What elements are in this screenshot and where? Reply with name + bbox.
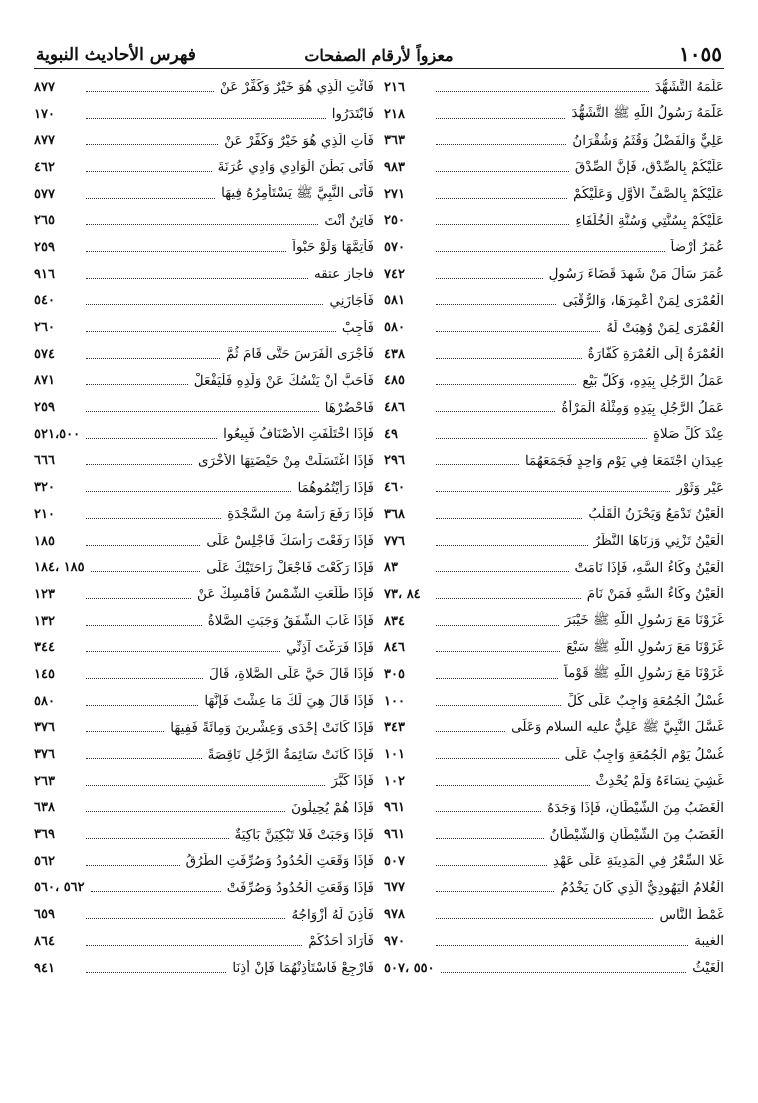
dot-leader bbox=[86, 464, 192, 465]
page-reference: ٦٦٦ bbox=[34, 453, 55, 469]
page-reference: ٣٦٩ bbox=[34, 827, 55, 843]
index-entry bbox=[34, 101, 374, 128]
dot-leader bbox=[86, 625, 202, 626]
page-reference: ٦٧٧ bbox=[384, 880, 405, 896]
index-entry bbox=[34, 901, 374, 928]
page-number: ١٠٥٥ bbox=[679, 42, 722, 66]
dot-leader bbox=[86, 518, 221, 519]
dot-leader bbox=[436, 171, 569, 172]
page-reference: ١٣٢ bbox=[34, 613, 55, 629]
page-reference: ٤٩ bbox=[384, 426, 398, 442]
index-entry bbox=[34, 341, 374, 368]
left-column bbox=[34, 74, 374, 981]
hadith-text: فَإِذَا رَكَعْتَ فَاجْعَلْ رَاحَتَيْكَ عَلَى bbox=[206, 559, 374, 576]
index-entry bbox=[34, 795, 374, 822]
dot-leader bbox=[436, 411, 555, 412]
index-entry bbox=[384, 181, 724, 208]
index-entry bbox=[384, 741, 724, 768]
hadith-text: غُسْلُ يَوْمِ الْجُمُعَةِ وَاجِبٌ عَلَى bbox=[564, 746, 724, 763]
hadith-text: عَيْرٍ وَثَوْرٍ bbox=[676, 479, 724, 496]
dot-leader bbox=[86, 731, 164, 732]
page-reference: ٢٥٩ bbox=[34, 400, 55, 416]
dot-leader bbox=[436, 144, 566, 145]
page-reference: ٢٧١ bbox=[384, 186, 405, 202]
dot-leader bbox=[86, 678, 203, 679]
dot-leader bbox=[436, 865, 547, 866]
index-entry bbox=[384, 608, 724, 635]
index-entry bbox=[34, 154, 374, 181]
hadith-text: الْعَيْنُ وِكَاءُ السَّهِ، فَإِذَا نَامَتْ bbox=[574, 559, 724, 576]
dot-leader bbox=[86, 811, 285, 812]
dot-leader bbox=[436, 491, 670, 492]
dot-leader bbox=[436, 518, 582, 519]
dot-leader bbox=[86, 705, 198, 706]
index-entry bbox=[384, 207, 724, 234]
dot-leader bbox=[86, 785, 325, 786]
hadith-text: عِيدَانِ اجْتَمَعَا فِي يَوْمٍ وَاحِدٍ فَجَمَعَهُمَا bbox=[524, 452, 724, 469]
index-entry bbox=[384, 368, 724, 395]
page-reference: ٦٥٩ bbox=[34, 907, 55, 923]
page-reference: ٥٤٠ bbox=[34, 293, 55, 309]
hadith-text: غَمْطُ النَّاسِ bbox=[659, 906, 724, 923]
page-reference: ٨٤٦ bbox=[384, 640, 405, 656]
hadith-text: غَزَوْنَا مَعَ رَسُولِ اللَّهِ ﷺ قَوْماً bbox=[563, 665, 724, 682]
page-reference: ١٠٠ bbox=[384, 693, 405, 709]
page-reference: ٥٠٧ bbox=[384, 853, 405, 869]
hadith-text: فَاحْضُرْهَا bbox=[324, 399, 374, 416]
index-entry bbox=[384, 448, 724, 475]
dot-leader bbox=[436, 91, 649, 92]
dot-leader bbox=[436, 358, 582, 359]
index-entry bbox=[384, 634, 724, 661]
dot-leader bbox=[436, 384, 576, 385]
page-reference: ٥٦٢ bbox=[34, 853, 55, 869]
index-entry bbox=[384, 848, 724, 875]
page-reference: ٨٤ ،٧٣ bbox=[384, 586, 421, 602]
dot-leader bbox=[86, 91, 214, 92]
index-entry bbox=[34, 955, 374, 982]
index-entry bbox=[34, 421, 374, 448]
index-entry bbox=[384, 768, 724, 795]
dot-leader bbox=[86, 598, 191, 599]
hadith-text: الْغَيْثُ bbox=[692, 960, 724, 977]
hadith-text: فَإِذَا كَانَتْ إِحْدَى وَعِشْرِينَ وَمِائَةً فَفِيهَا bbox=[170, 719, 374, 736]
index-entry bbox=[34, 554, 374, 581]
page-reference: ١٠٢ bbox=[384, 773, 405, 789]
dot-leader bbox=[86, 278, 308, 279]
dot-leader bbox=[436, 838, 544, 839]
index-entry bbox=[34, 928, 374, 955]
dot-leader bbox=[86, 304, 323, 305]
page-reference: ١٢٣ bbox=[34, 586, 55, 602]
hadith-text: فَابْتَدَرُوا bbox=[331, 106, 374, 123]
page-reference: ٤٦٠ bbox=[384, 480, 405, 496]
dot-leader bbox=[86, 651, 280, 652]
index-entry bbox=[34, 741, 374, 768]
index-entry bbox=[384, 554, 724, 581]
index-entry bbox=[384, 154, 724, 181]
hadith-text: الْعَيْنُ تَزْنِي وَزِنَاهَا النَّظَرُ bbox=[593, 533, 724, 550]
dot-leader bbox=[436, 758, 559, 759]
index-entry bbox=[384, 234, 724, 261]
dot-leader bbox=[86, 945, 302, 946]
index-entry bbox=[34, 634, 374, 661]
index-entry bbox=[384, 288, 724, 315]
index-entry bbox=[384, 581, 724, 608]
hadith-text: فَأَتِمَّهَا وَلَوْ حَبْواً bbox=[292, 239, 374, 256]
page-reference: ٣٠٥ bbox=[384, 666, 405, 682]
dot-leader bbox=[436, 918, 653, 919]
hadith-text: عَلَّمَهُ رَسُولُ اللَّهِ ﷺ التَّشَهُّدَ bbox=[571, 105, 724, 122]
dot-leader bbox=[436, 945, 688, 946]
dot-leader bbox=[86, 838, 229, 839]
book-title: فهرس الأحاديث النبوية bbox=[36, 45, 196, 65]
dot-leader bbox=[86, 251, 286, 252]
page-reference: ١٨٥ bbox=[34, 533, 55, 549]
page-reference: ١٠١ bbox=[384, 747, 405, 763]
hadith-text: فَأَجِبْ bbox=[341, 319, 374, 336]
hadith-text: الْغُلامُ الْيَهُودِيُّ الَّذِي كَانَ يَخْدُمُ bbox=[560, 879, 724, 896]
dot-leader bbox=[436, 331, 600, 332]
index-entry bbox=[34, 314, 374, 341]
page-reference: ٣٧٦ bbox=[34, 747, 55, 763]
hadith-text: فَإِذَا قَالَ هِيَ لَكَ مَا عِشْتَ فَإِنَّهَا bbox=[204, 693, 374, 710]
dot-leader bbox=[86, 865, 180, 866]
dot-leader bbox=[91, 571, 201, 572]
index-entry bbox=[34, 688, 374, 715]
index-entry bbox=[34, 234, 374, 261]
index-entry bbox=[34, 261, 374, 288]
hadith-text: عَلَّمَهُ التَّشَهُّدَ bbox=[654, 79, 724, 96]
hadith-text: فَإِذَا رَفَعَ رَأْسَهُ مِنَ السَّجْدَةِ bbox=[227, 506, 374, 523]
hadith-text: فَأَذِنَ لَهُ أَزْوَاجُهُ bbox=[291, 906, 374, 923]
index-entry bbox=[34, 528, 374, 555]
index-entry bbox=[384, 501, 724, 528]
index-entry bbox=[384, 421, 724, 448]
dot-leader bbox=[436, 811, 541, 812]
index-entry bbox=[34, 608, 374, 635]
hadith-text: الْعَيْنُ وِكَاءُ السَّهِ فَمَنْ نَامَ bbox=[586, 586, 724, 603]
hadith-text: غَزَوْنَا مَعَ رَسُولِ اللَّهِ ﷺ سَبْعَ bbox=[566, 638, 724, 655]
dot-leader bbox=[436, 304, 556, 305]
dot-leader bbox=[441, 972, 687, 973]
index-entry bbox=[34, 501, 374, 528]
page-reference: ٨٧٧ bbox=[34, 133, 55, 149]
dot-leader bbox=[86, 171, 212, 172]
page-header bbox=[34, 40, 724, 69]
hadith-text: فَأَتَى النَّبِيَّ ﷺ يَسْتَأْمِرُهُ فِيهَا bbox=[221, 185, 374, 202]
index-entry bbox=[34, 127, 374, 154]
dot-leader bbox=[436, 731, 505, 732]
index-entry bbox=[34, 875, 374, 902]
page-reference: ٢٦٥ bbox=[34, 213, 55, 229]
dot-leader bbox=[86, 358, 220, 359]
hadith-text: فَإِذَا رَأَيْتُمُوهُمَا bbox=[297, 479, 374, 496]
index-entry bbox=[34, 288, 374, 315]
hadith-text: فَإِذَا رَفَعْتَ رَأْسَكَ فَاجْلِسْ عَلَى bbox=[206, 533, 374, 550]
index-entry bbox=[384, 101, 724, 128]
dot-leader bbox=[86, 224, 318, 225]
hadith-text: غَسَّلَ النَّبِيَّ ﷺ عَلِيٌّ عليه السلام وَعَلَى bbox=[511, 718, 724, 735]
index-entry bbox=[384, 314, 724, 341]
page-reference: ٥٥٠ ،٥٠٧ bbox=[384, 960, 435, 976]
dot-leader bbox=[436, 705, 561, 706]
hadith-text: فَأَجَازَنِي bbox=[329, 292, 374, 309]
dot-leader bbox=[436, 224, 569, 225]
index-entry bbox=[384, 821, 724, 848]
dot-leader bbox=[86, 331, 336, 332]
hadith-text: فَائْتِ الَّذِي هُوَ خَيْرٌ وَكَفِّرْ عَنْ bbox=[219, 79, 374, 96]
index-entry bbox=[34, 474, 374, 501]
page-reference: ٩٧٨ bbox=[384, 907, 405, 923]
index-entry bbox=[384, 528, 724, 555]
page-reference: ٧٧٦ bbox=[384, 533, 405, 549]
page-reference: ٩٦١ bbox=[384, 827, 405, 843]
index-entry bbox=[34, 848, 374, 875]
dot-leader bbox=[436, 891, 554, 892]
hadith-text: فَأَحَبَّ أَنْ يَنْسُكَ عَنْ وَلَدِهِ فَلْيَفْعَلْ bbox=[193, 372, 374, 389]
hadith-text: الْعُمْرَى لِمَنْ أُعْمِرَهَا، وَالرُّقْبَى bbox=[562, 292, 724, 309]
dot-leader bbox=[436, 251, 665, 252]
dot-leader bbox=[436, 571, 569, 572]
hadith-text: فَإِذَا وَقَعَتِ الْحُدُودُ وَصُرِّفَتْ bbox=[226, 879, 374, 896]
index-entry bbox=[384, 901, 724, 928]
hadith-text: عَمَلُ الرَّجُلِ بِيَدِهِ، وَكُلُّ بَيْعٍ bbox=[582, 372, 724, 389]
index-entry bbox=[384, 661, 724, 688]
hadith-text: فَإِذَا وَقَعَتِ الْحُدُودُ وَصُرِّفَتِ الطُّرُقُ bbox=[185, 853, 374, 870]
index-entry bbox=[34, 768, 374, 795]
page-reference: ٢٥٩ bbox=[34, 239, 55, 255]
dot-leader bbox=[86, 918, 285, 919]
page-reference: ٨٦٤ bbox=[34, 933, 55, 949]
index-entry bbox=[34, 821, 374, 848]
index-entry bbox=[34, 661, 374, 688]
index-entry bbox=[34, 394, 374, 421]
hadith-text: عُمَرُ أَرْضاً bbox=[670, 239, 724, 256]
hadith-text: غَشِيَ نِسَاءَهُ وَلَمْ يُحْدِثْ bbox=[595, 773, 724, 790]
page-reference: ٩١٦ bbox=[34, 266, 55, 282]
dot-leader bbox=[86, 972, 226, 973]
dot-leader bbox=[436, 545, 588, 546]
right-column bbox=[384, 74, 724, 981]
hadith-text: فَإِذَا هُمْ يُحِيلُونَ bbox=[291, 799, 374, 816]
dot-leader bbox=[86, 198, 215, 199]
page-reference: ٤٣٨ bbox=[384, 346, 405, 362]
dot-leader bbox=[436, 198, 567, 199]
hadith-text: عَلَيْكُمْ بِسُنَّتِي وَسُنَّةِ الْخُلَفَاءِ bbox=[575, 212, 724, 229]
index-entry bbox=[34, 207, 374, 234]
hadith-text: فَإِذَا غَابَ الشَّفَقُ وَجَبَتِ الصَّلاةُ bbox=[207, 613, 374, 630]
index-entry bbox=[384, 875, 724, 902]
page-reference: ٧٤٢ bbox=[384, 266, 405, 282]
index-entry bbox=[384, 955, 724, 982]
hadith-text: عِنْدَ كُلِّ صَلاةٍ bbox=[652, 426, 724, 443]
hadith-text: فَإِذَا اخْتَلَفَتِ الأَصْنَافُ فَبِيعُوا bbox=[223, 426, 374, 443]
page-reference: ٦٣٨ bbox=[34, 800, 55, 816]
index-entry bbox=[34, 715, 374, 742]
index-entry bbox=[384, 715, 724, 742]
index-entry bbox=[384, 928, 724, 955]
page-reference: ٣٤٤ bbox=[34, 640, 55, 656]
section-title: معزواً لأرقام الصفحات bbox=[304, 46, 454, 65]
index-entry bbox=[384, 341, 724, 368]
hadith-text: غَلا السِّعْرُ فِي الْمَدِينَةِ عَلَى عَهْدِ bbox=[552, 853, 724, 870]
dot-leader bbox=[436, 651, 560, 652]
index-entry bbox=[384, 688, 724, 715]
index-entry bbox=[34, 368, 374, 395]
index-entry bbox=[384, 74, 724, 101]
index-entry bbox=[384, 127, 724, 154]
dot-leader bbox=[436, 678, 558, 679]
page-reference: ٢٥٠ bbox=[384, 213, 405, 229]
page-reference: ١٨٥ ،١٨٤ bbox=[34, 560, 85, 576]
dot-leader bbox=[86, 491, 291, 492]
page-reference: ٣٤٣ bbox=[384, 720, 405, 736]
page-reference: ١٧٠ bbox=[34, 106, 55, 122]
dot-leader bbox=[86, 411, 319, 412]
dot-leader bbox=[86, 118, 326, 119]
index-entry bbox=[34, 181, 374, 208]
hadith-text: فَأْتِ الَّذِي هُوَ خَيْرٌ وَكَفِّرْ عَنْ bbox=[224, 132, 374, 149]
page-reference: ٢٦٠ bbox=[34, 320, 55, 336]
page-reference: ٩٦١ bbox=[384, 800, 405, 816]
page-reference: ٤٦٢ bbox=[34, 159, 55, 175]
page-reference: ٥٢١،٥٠٠ bbox=[34, 426, 81, 442]
page-reference: ٢١٨ bbox=[384, 106, 405, 122]
dot-leader bbox=[436, 118, 565, 119]
hadith-text: غَزَوْنَا مَعَ رَسُولِ اللَّهِ ﷺ خَيْبَرَ bbox=[564, 612, 724, 629]
hadith-text: فَإِذَا كَبَّرَ bbox=[331, 773, 374, 790]
page-reference: ٥٦٢ ،٥٦٠ bbox=[34, 880, 85, 896]
hadith-text: فَإِذَا قَالَ حَيَّ عَلَى الصَّلاةِ، قَالَ bbox=[209, 666, 374, 683]
dot-leader bbox=[436, 278, 543, 279]
hadith-text: الْغَضَبُ مِنَ الشَّيْطَانِ، فَإِذَا وَجَدَهُ bbox=[547, 799, 724, 816]
hadith-text: غُسْلُ الْجُمُعَةِ وَاجِبٌ عَلَى كُلِّ bbox=[567, 693, 724, 710]
dot-leader bbox=[86, 438, 217, 439]
page-reference: ٢١٦ bbox=[384, 79, 405, 95]
page-reference: ٥٨٠ bbox=[384, 320, 405, 336]
page-reference: ٩٤١ bbox=[34, 960, 55, 976]
page-reference: ٥٨١ bbox=[384, 293, 405, 309]
index-entry bbox=[384, 795, 724, 822]
index-entry bbox=[34, 74, 374, 101]
hadith-text: الْغَضَبُ مِنَ الشَّيْطَانِ وَالشَّيْطَانُ bbox=[549, 826, 724, 843]
index-entry bbox=[34, 448, 374, 475]
page-reference: ٥٧٤ bbox=[34, 346, 55, 362]
hadith-text: فاجاز عتقه bbox=[313, 266, 374, 283]
index-entry bbox=[384, 261, 724, 288]
page-reference: ٨٣٤ bbox=[384, 613, 405, 629]
page-reference: ٣٦٣ bbox=[384, 133, 405, 149]
page-reference: ٥٨٠ bbox=[34, 693, 55, 709]
hadith-text: عُمَرَ سَأَلَ مَنْ شَهِدَ قَضَاءَ رَسُولِ bbox=[548, 266, 724, 283]
dot-leader bbox=[436, 464, 519, 465]
page-reference: ٤٨٦ bbox=[384, 400, 405, 416]
dot-leader bbox=[91, 891, 221, 892]
hadith-text: الْعُمْرَى لِمَنْ وُهِبَتْ لَهُ bbox=[606, 319, 724, 336]
page-reference: ٤٨٥ bbox=[384, 373, 405, 389]
page-reference: ٨٧٧ bbox=[34, 79, 55, 95]
hadith-text: الغيبة bbox=[694, 933, 724, 950]
dot-leader bbox=[86, 758, 202, 759]
page-reference: ٥٧٠ bbox=[384, 239, 405, 255]
dot-leader bbox=[436, 438, 647, 439]
dot-leader bbox=[86, 144, 218, 145]
page-reference: ٣٢٠ bbox=[34, 480, 55, 496]
hadith-text: فَاتِنٌ أَنْتَ bbox=[324, 212, 374, 229]
hadith-text: عَلَيْكُمْ بِالصِّدْقِ، فَإِنَّ الصِّدْقَ bbox=[574, 159, 724, 176]
hadith-text: عَمَلُ الرَّجُلِ بِيَدِهِ وَمِثْلُهُ الْمَرْأَةُ bbox=[561, 399, 724, 416]
page-reference: ٢٦٣ bbox=[34, 773, 55, 789]
hadith-text: فَإِذَا اغْتَسَلَتْ مِنْ حَيْضَتِهَا الأُخْرَى bbox=[197, 452, 374, 469]
hadith-text: فَإِذَا طَلَعَتِ الشَّمْسُ فَأَمْسِكْ عَنْ bbox=[197, 586, 374, 603]
page-reference: ٨٧١ bbox=[34, 373, 55, 389]
hadith-text: فَارْجِعْ فَاسْتَأْذِنْهُمَا فَإِنْ أَذِنَا bbox=[232, 960, 374, 977]
index-entry bbox=[34, 581, 374, 608]
dot-leader bbox=[86, 384, 188, 385]
page-reference: ٩٧٠ bbox=[384, 933, 405, 949]
page-reference: ٥٧٧ bbox=[34, 186, 55, 202]
page-reference: ٣٧٦ bbox=[34, 720, 55, 736]
page-reference: ٢١٠ bbox=[34, 506, 55, 522]
index-entry bbox=[384, 474, 724, 501]
page-reference: ١٤٥ bbox=[34, 666, 55, 682]
hadith-text: عَلَيْكُمْ بِالصَّفِّ الأَوَّلِ وَعَلَيْكُمْ bbox=[573, 186, 724, 203]
hadith-text: الْعُمْرَةُ إِلَى الْعُمْرَةِ كَفَّارَةٌ bbox=[587, 346, 724, 363]
hadith-text: فَأَجْرَى الْفَرَسَ حَتَّى قَامَ ثُمَّ bbox=[225, 346, 374, 363]
dot-leader bbox=[436, 625, 559, 626]
hadith-text: عَلِيٌّ وَالْفَضْلُ وَقُثَمُ وَشُقْرَانُ bbox=[572, 132, 724, 149]
page-reference: ٢٩٦ bbox=[384, 453, 405, 469]
hadith-text: فَإِذَا فَرَغْتَ آذِنِّي bbox=[286, 639, 374, 656]
hadith-text: فَأَرَادَ أَحَدُكُمْ bbox=[308, 933, 374, 950]
hadith-text: الْعَيْنُ تَدْمَعُ وَيَحْزَنُ الْقَلْبُ bbox=[588, 506, 724, 523]
dot-leader bbox=[436, 785, 590, 786]
index-entry bbox=[384, 394, 724, 421]
dot-leader bbox=[436, 598, 581, 599]
page-reference: ٣٦٨ bbox=[384, 506, 405, 522]
hadith-text: فَإِذَا كَانَتْ سَائِمَةُ الرَّجُلِ نَاقِصَةً bbox=[207, 746, 374, 763]
dot-leader bbox=[86, 545, 200, 546]
hadith-text: فَإِذَا وَجَبَتْ فَلا تَبْكِيَنَّ بَاكِيَةٌ bbox=[234, 826, 374, 843]
page-reference: ٨٣ bbox=[384, 560, 398, 576]
page-reference: ٩٨٣ bbox=[384, 159, 405, 175]
hadith-text: فَأَتَى بَطْنَ الْوَادِي وَادِي عُرَنَةَ bbox=[217, 159, 374, 176]
